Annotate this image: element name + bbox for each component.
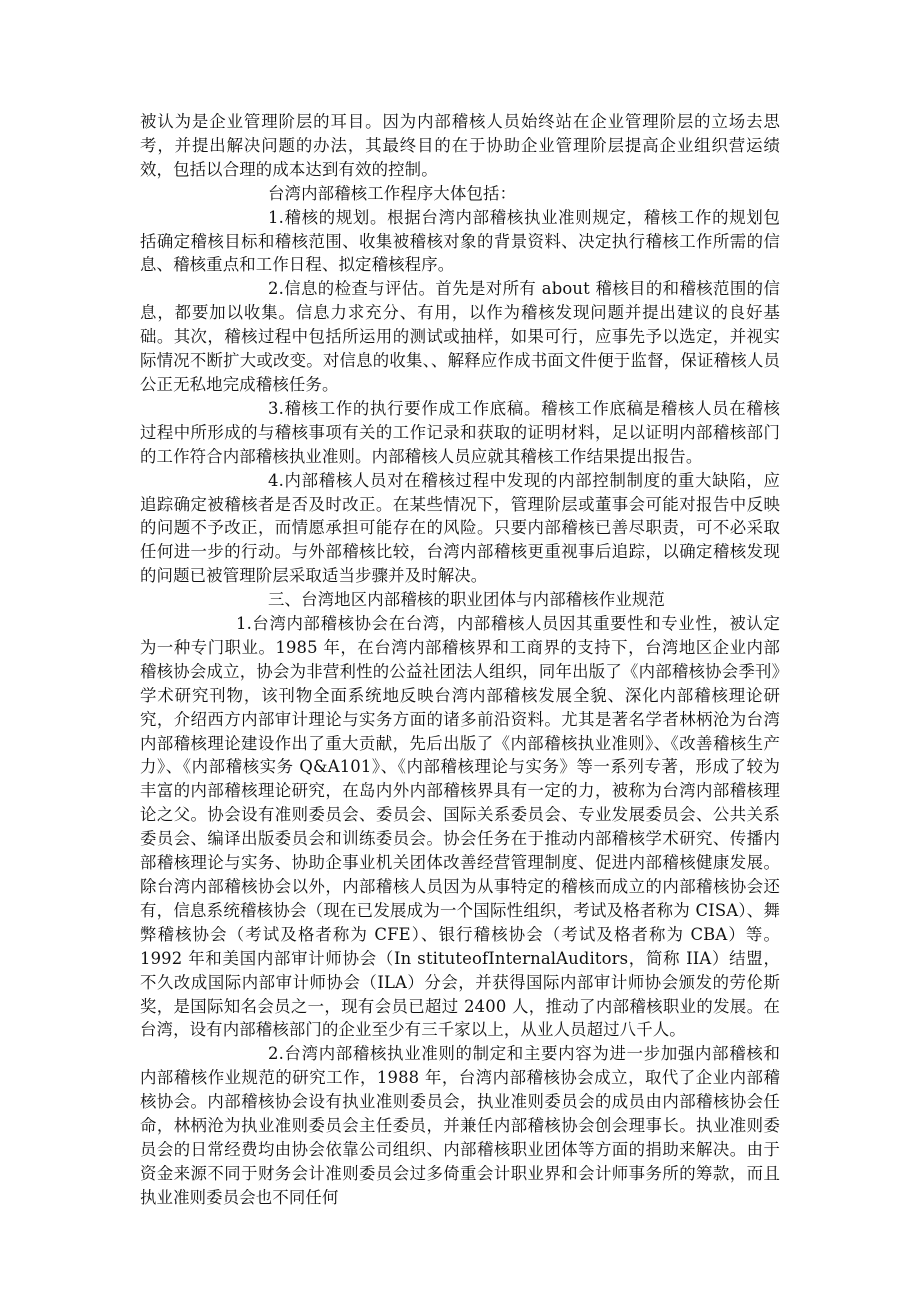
- paragraph-step-4-follow-up: 4.内部稽核人员对在稽核过程中发现的内部控制制度的重大缺陷，应追踪确定被稽核者是否及时改正。在某些情况下，管理阶层或董事会可能对报告中反映的问题不予改正，而情愿承担可能存在的风险。只要内部稽核已善尽职责，可不必采取任何进一步的行动。与外部稽核比较，台湾内部稽核更重视事后追踪，以确定稽核发现的问题已被管理阶层采取适当步骤并及时解决。: [140, 470, 780, 586]
- paragraph-procedure-lead: 台湾内部稽核工作程序大体包括：: [268, 183, 517, 203]
- paragraph-step-1-planning: 1.稽核的规划。根据台湾内部稽核执业准则规定，稽核工作的规划包括确定稽核目标和稽核范围、收集被稽核对象的背景资料、决定执行稽核工作所需的信息、稽核重点和工作日程、拟定稽核程序。: [140, 207, 780, 275]
- document-page: [140, 110, 780, 1210]
- paragraph-step-2-evaluation: 2.信息的检查与评估。首先是对所有 about 稽核目的和稽核范围的信息，都要加以收集。信息力求充分、有用，以作为稽核发现问题并提出建议的良好基础。其次，稽核过程中包括所运用的测试或抽样，如果可行，应事先予以选定，并视实际情况不断扩大或改变。对信息的收集、、解释应作成书面文件便于监督，保证稽核人员公正无私地完成稽核任务。: [140, 279, 780, 394]
- paragraph-intro-continuation: 被认为是企业管理阶层的耳目。因为内部稽核人员始终站在企业管理阶层的立场去思考，并提出解决问题的办法，其最终目的在于协助企业管理阶层提高企业组织营运绩效，包括以合理的成本达到有效的控制。: [140, 112, 780, 179]
- paragraph-step-3-working-papers: 3.稽核工作的执行要作成工作底稿。稽核工作底稿是稽核人员在稽核过程中所形成的与稽核事项有关的工作记录和获取的证明材料，足以证明内部稽核部门的工作符合内部稽核执业准则。内部稽核人员应就其稽核工作结果提出报告。: [140, 398, 780, 466]
- paragraph-association: 1.台湾内部稽核协会在台湾，内部稽核人员因其重要性和专业性，被认定为一种专门职业。1985 年，在台湾内部稽核界和工商界的支持下，台湾地区企业内部稽核协会成立，协会为非营利性的公益社团法人组织，同年出版了《内部稽核协会季刊》学术研究刊物，该刊物全面系统地反映台湾内部稽核发展全貌、深化内部稽核理论研究，介绍西方内部审计理论与实务方面的诸多前沿资料。尤其是著名学者林柄沧为台湾内部稽核理论建设作出了重大贡献，先后出版了《内部稽核执业准则》、《改善稽核生产力》、《内部稽核实务 Q&A101》、《内部稽核理论与实务》等一系列专著，形成了较为丰富的内部稽核理论研究，在岛内外内部稽核界具有一定的力，被称为台湾内部稽核理论之父。协会设有准则委员会、委员会、国际关系委员会、专业发展委员会、公共关系委员会、编译出版委员会和训练委员会。协会任务在于推动内部稽核学术研究、传播内部稽核理论与实务、协助企事业机关团体改善经营管理制度、促进内部稽核健康发展。除台湾内部稽核协会以外，内部稽核人员因为从事特定的稽核而成立的内部稽核协会还有，信息系统稽核协会（现在已发展成为一个国际性组织，考试及格者称为 CISA）、舞弊稽核协会（考试及格者称为 CFE）、银行稽核协会（考试及格者称为 CBA）等。1992 年和美国内部审计师协会（In stituteofInternalAuditors，简称 IIA）结盟，不久改成国际内部审计师协会（ILA）分会，并获得国际内部审计师协会颁发的劳伦斯奖，是国际知名会员之一，现有会员已超过 2400 人，推动了内部稽核职业的发展。在台湾，设有内部稽核部门的企业至少有三千家以上，从业人员超过八千人。: [140, 614, 780, 1040]
- paragraph-standards: 2.台湾内部稽核执业准则的制定和主要内容为进一步加强内部稽核和内部稽核作业规范的研究工作，1988 年，台湾内部稽核协会成立，取代了企业内部稽核协会。内部稽核协会设有执业准则委员会，执业准则委员会的成员由内部稽核协会任命，林柄沧为执业准则委员会主任委员，并兼任内部稽核协会创会理事长。执业准则委员会的日常经费均由协会依靠公司组织、内部稽核职业团体等方面的捐助来解决。由于资金来源不同于财务会计准则委员会过多倚重会计职业界和会计师事务所的筹款，而且执业准则委员会也不同任何: [140, 1044, 780, 1207]
- section-heading-3: 三、台湾地区内部稽核的职业团体与内部稽核作业规范: [268, 590, 665, 610]
